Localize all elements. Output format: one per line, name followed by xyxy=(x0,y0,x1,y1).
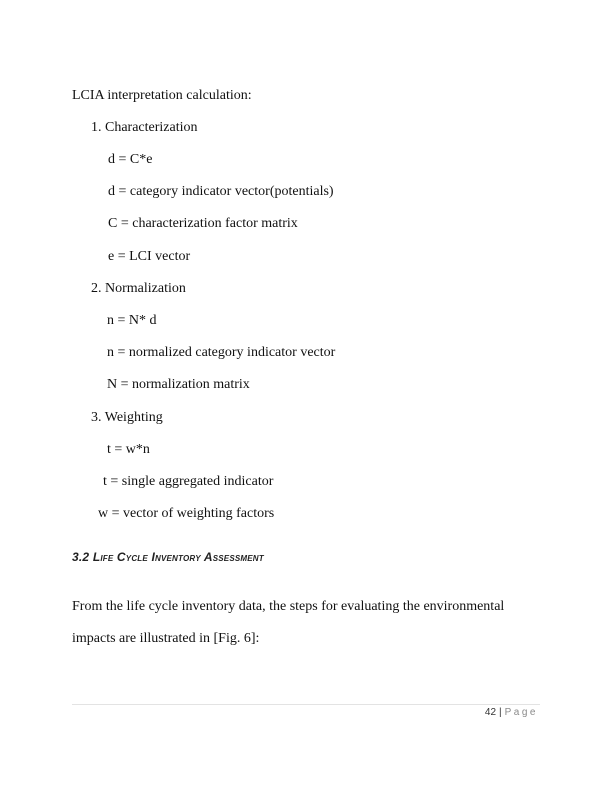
formula-line: t = w*n xyxy=(107,442,150,457)
page-number: 42 xyxy=(484,707,497,718)
paragraph-line: From the life cycle inventory data, the steps for evaluating the environmental xyxy=(72,599,505,614)
step-label-normalization: 2. Normalization xyxy=(91,281,186,296)
definition-line: w = vector of weighting factors xyxy=(98,506,275,521)
step-label-characterization: 1. Characterization xyxy=(91,120,198,135)
page-footer xyxy=(485,707,538,718)
formula-line: d = C*e xyxy=(108,152,153,167)
page-label: Page xyxy=(504,707,538,718)
section-heading: 3.2 Life Cycle Inventory Assessment xyxy=(72,550,264,564)
definition-line: N = normalization matrix xyxy=(107,377,250,392)
footer-separator: | xyxy=(499,707,502,718)
definition-line: e = LCI vector xyxy=(108,249,191,264)
definition-line: t = single aggregated indicator xyxy=(103,474,274,489)
definition-line: C = characterization factor matrix xyxy=(108,216,298,231)
paragraph-line: impacts are illustrated in [Fig. 6]: xyxy=(72,631,260,646)
footer-divider xyxy=(72,704,540,705)
intro-line: LCIA interpretation calculation: xyxy=(72,88,252,103)
definition-line: n = normalized category indicator vector xyxy=(107,345,336,360)
definition-line: d = category indicator vector(potentials) xyxy=(108,184,334,199)
step-label-weighting: 3. Weighting xyxy=(91,410,163,425)
formula-line: n = N* d xyxy=(107,313,157,328)
